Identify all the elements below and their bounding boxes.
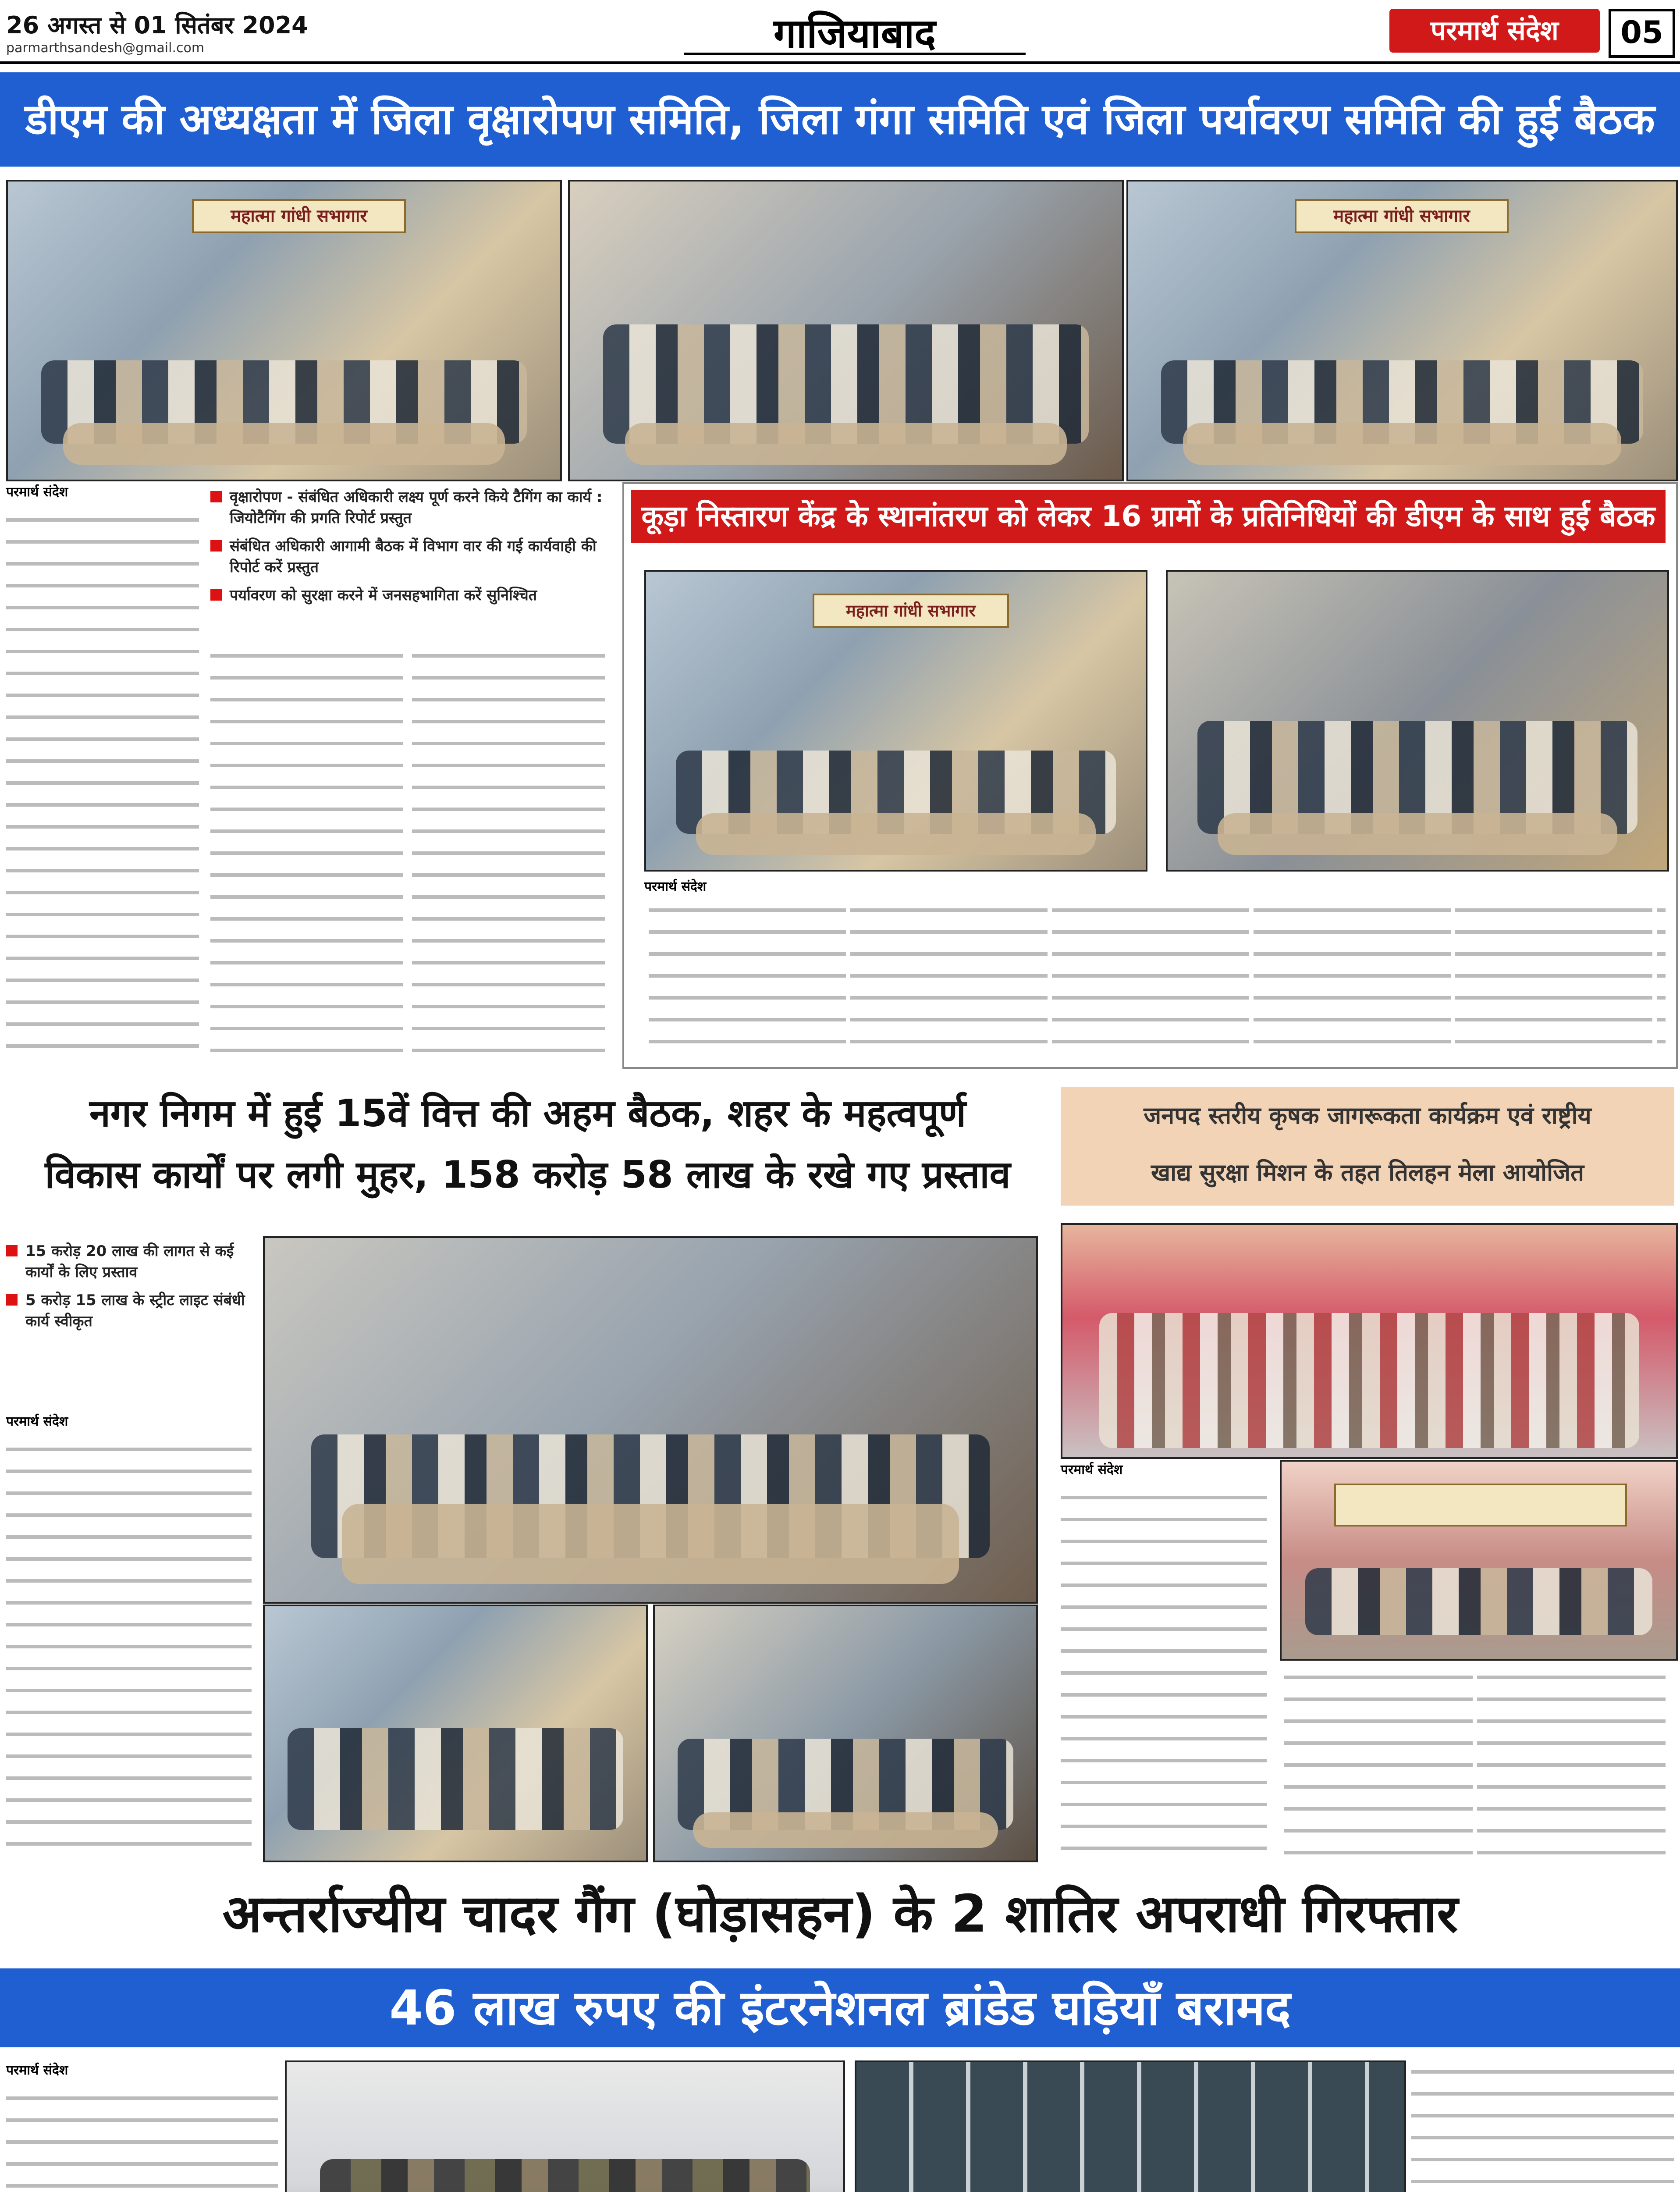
story1-photo-3 [1126, 180, 1678, 481]
photo-table [63, 423, 505, 465]
story2-photo-2 [1166, 570, 1669, 872]
story3-headline-line1: नगर निगम में हुई 15वें वित्त की अहम बैठक, शहर के महत्वपूर्ण [89, 1092, 966, 1135]
bullet-text: संबंधित अधिकारी आगामी बैठक में विभाग वार की गई कार्यवाही की रिपोर्ट करें प्रस्तुत [230, 537, 597, 576]
photo-table [625, 423, 1067, 465]
story2-photo-1 [644, 570, 1147, 872]
story1-byline [6, 482, 68, 500]
bullet-text: वृक्षारोपण - संबंधित अधिकारी लक्ष्य पूर्ण करने किये टैगिंग का कार्य : जियोटैगिंग की प्रगति रिपोर्ट प्रस्तुत [230, 488, 603, 527]
story4-photo-1 [1061, 1223, 1678, 1459]
photo-table [342, 1504, 959, 1584]
story1-bullets [210, 487, 614, 613]
bullet-text: 5 करोड़ 15 लाख के स्ट्रीट लाइट संबंधी कार्य स्वीकृत [25, 1292, 245, 1330]
story3-byline [6, 1412, 68, 1430]
photo-people [1099, 1313, 1639, 1448]
byline: परमार्थ संदेश [644, 879, 707, 894]
byline: परमार्थ संदेश [1061, 1462, 1123, 1477]
photo-people [1305, 1568, 1652, 1635]
story4-photo-2 [1280, 1460, 1678, 1661]
story3-photo-3 [653, 1605, 1038, 1862]
story1-bullet [210, 585, 614, 606]
story3-photo-1 [263, 1236, 1038, 1604]
masthead [0, 0, 1680, 66]
story4-column-2 [1280, 1666, 1666, 1863]
story2-headline: कूड़ा निस्तारण केंद्र के स्थानांतरण को लेकर 16 ग्रामों के प्रतिनिधियों की डीएम के साथ हुई बैठक [631, 490, 1666, 543]
story4-column-1 [1061, 1486, 1267, 1863]
city-title: गाजियाबाद [684, 4, 1026, 55]
paper-name: परमार्थ संदेश [1389, 9, 1600, 53]
story5-column-3 [1411, 2060, 1674, 2192]
story4-headline [1061, 1087, 1674, 1206]
photo-table [693, 1812, 998, 1848]
bullet-text: 15 करोड़ 20 लाख की लागत से कई कार्यों के लिए प्रस्ताव [25, 1242, 234, 1281]
story1-column-1 [6, 509, 199, 1057]
photo-banner: महात्मा गांधी सभागार [1295, 199, 1509, 233]
masthead-rule [0, 61, 1680, 64]
story3-text [6, 1438, 252, 1863]
photo-table [1218, 813, 1617, 855]
story5-photo-1 [285, 2060, 845, 2192]
story1-bullet [210, 487, 614, 529]
byline: परमार्थ संदेश [6, 1414, 68, 1429]
story4-headline-line2: खाद्य सुरक्षा मिशन के तहत तिलहन मेला आयोजित [1151, 1159, 1584, 1186]
story3-photo-2 [263, 1605, 648, 1862]
story1-column-2 [210, 644, 403, 1057]
photo-table [696, 813, 1096, 855]
story5-column-1 [6, 2087, 278, 2192]
story4-byline [1061, 1460, 1122, 1478]
story5-byline [6, 2060, 68, 2078]
photo-banner: महात्मा गांधी सभागार [192, 199, 406, 233]
bullet-text: पर्यावरण को सुरक्षा करने में जनसहभागिता करें सुनिश्चित [230, 587, 537, 604]
byline: परमार्थ संदेश [6, 484, 68, 500]
masthead-email: parmarthsandesh@gmail.com [6, 40, 205, 56]
photo-table [1183, 423, 1621, 465]
story1-bullet [210, 536, 614, 578]
photo-people [288, 1728, 623, 1830]
story3-headline-line2: विकास कार्यों पर लगी मुहर, 158 करोड़ 58 लाख के रखे गए प्रस्ताव [45, 1153, 1011, 1197]
photo-banner-blank [1334, 1484, 1627, 1527]
page-number: 05 [1609, 9, 1675, 58]
story3-bullet [6, 1290, 252, 1332]
story5-photo-2 [855, 2060, 1406, 2192]
photo-people [320, 2159, 810, 2192]
photo-banner: महात्मा गांधी सभागार [813, 594, 1009, 628]
story5-headline: अन्तर्राज्यीय चादर गैंग (घोड़ासहन) के 2 शातिर अपराधी गिरफ्तार [222, 1883, 1458, 1944]
story5-subheadline: 46 लाख रुपए की इंटरनेशनल ब्रांडेड घड़ियाँ बरामद [0, 1968, 1680, 2047]
story1-photo-2 [568, 180, 1124, 481]
story4-headline-line1: जनपद स्तरीय कृषक जागरूकता कार्यक्रम एवं राष्ट्रीय [1144, 1102, 1591, 1129]
story3-headline [6, 1083, 1049, 1214]
story2-byline [644, 877, 706, 895]
story2-text [644, 899, 1666, 1057]
story3-bullet [6, 1241, 252, 1283]
story3-bullets [6, 1241, 252, 1339]
story1-column-3 [412, 644, 605, 1057]
story1-photo-1 [6, 180, 562, 481]
story1-headline: डीएम की अध्यक्षता में जिला वृक्षारोपण समिति, जिला गंगा समिति एवं जिला पर्यावरण समिति की हुई बैठक [0, 72, 1680, 167]
byline: परमार्थ संदेश [6, 2063, 68, 2078]
date-range: 26 अगस्त से 01 सितंबर 2024 [6, 11, 308, 39]
